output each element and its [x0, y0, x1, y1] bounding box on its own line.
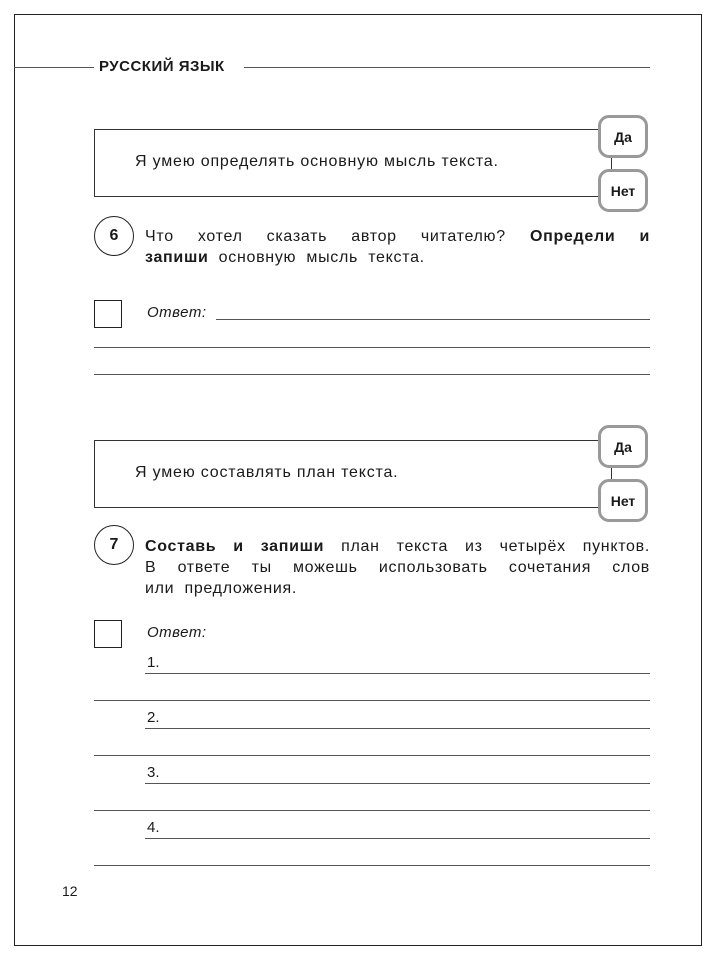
- answer-line[interactable]: [94, 755, 650, 756]
- answer-line[interactable]: [94, 810, 650, 811]
- yes-button[interactable]: Да: [598, 115, 648, 158]
- answer-line[interactable]: [94, 865, 650, 866]
- task-number-badge: 6: [94, 216, 134, 256]
- task-text-line: [145, 226, 650, 247]
- task-text-line: или предложения.: [145, 580, 298, 597]
- task-text-regular: Что хотел сказать автор читателю?: [145, 228, 506, 245]
- plan-item-number: 3.: [147, 764, 160, 781]
- score-box[interactable]: [94, 620, 122, 648]
- answer-line[interactable]: [145, 728, 650, 729]
- plan-item-number: 2.: [147, 709, 160, 726]
- task-text-bold: Определи и: [529, 228, 650, 245]
- plan-item-number: 1.: [147, 654, 160, 671]
- skill-statement: Я умею составлять план текста.: [135, 464, 399, 481]
- answer-line[interactable]: [145, 838, 650, 839]
- header-rule-right: [244, 67, 650, 68]
- answer-label: Ответ:: [147, 624, 207, 641]
- task-text-bold: Составь и запиши: [145, 538, 325, 555]
- section-title: РУССКИЙ ЯЗЫК: [97, 58, 231, 75]
- answer-label: Ответ:: [147, 304, 207, 321]
- task-number-badge: 7: [94, 525, 134, 565]
- plan-item-number: 4.: [147, 819, 160, 836]
- task-text-line: В ответе ты можешь использовать сочетания слов: [145, 559, 650, 576]
- task-text-regular: план текста из четырёх пунктов.: [341, 538, 650, 555]
- answer-line[interactable]: [145, 673, 650, 674]
- header-rule-left: [14, 67, 94, 68]
- skill-statement: Я умею определять основную мысль текста.: [135, 153, 499, 170]
- answer-line[interactable]: [94, 700, 650, 701]
- task-text-line: [145, 247, 650, 268]
- task-text-bold: запиши: [145, 249, 209, 266]
- no-button[interactable]: Нет: [598, 169, 648, 212]
- no-button[interactable]: Нет: [598, 479, 648, 522]
- answer-line[interactable]: [145, 783, 650, 784]
- answer-line[interactable]: [94, 374, 650, 375]
- answer-line[interactable]: [216, 319, 650, 320]
- page-number: 12: [62, 883, 78, 899]
- answer-line[interactable]: [94, 347, 650, 348]
- task-text-line: [145, 536, 650, 557]
- score-box[interactable]: [94, 300, 122, 328]
- yes-button[interactable]: Да: [598, 425, 648, 468]
- task-text-regular: основную мысль текста.: [218, 249, 425, 266]
